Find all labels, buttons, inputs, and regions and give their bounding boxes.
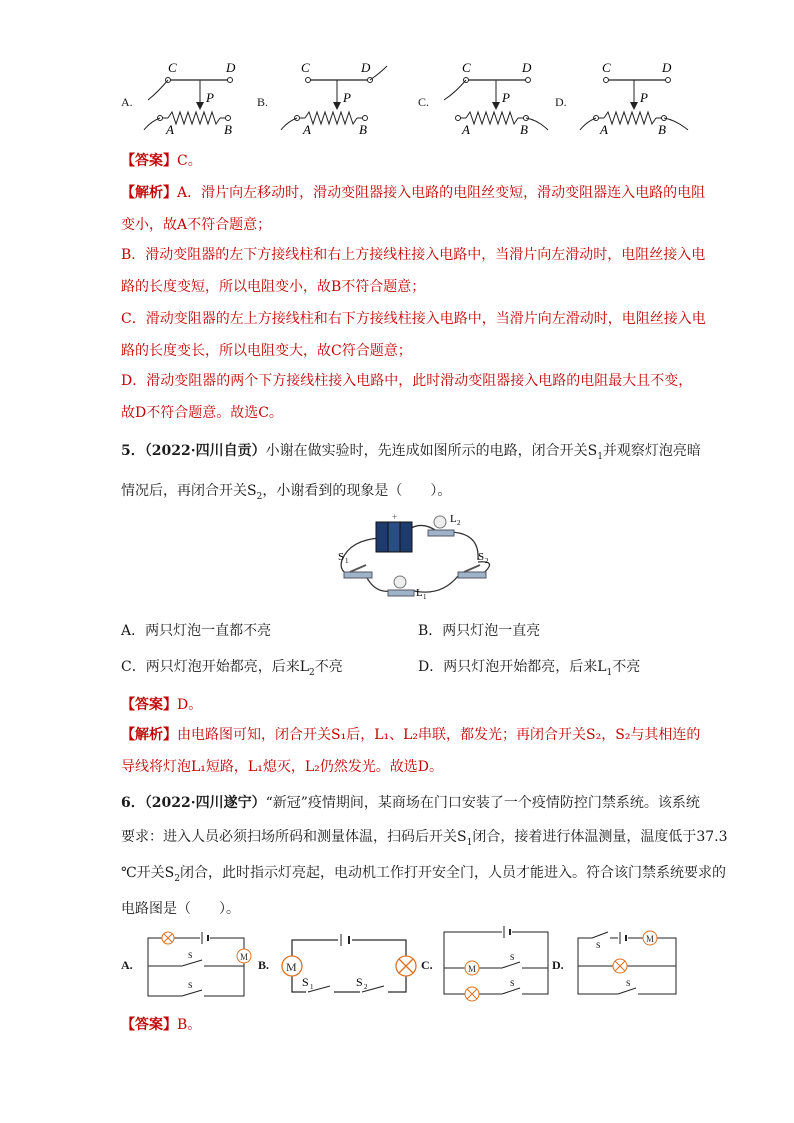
q6-option-a-circuit: [138, 928, 258, 1004]
q6-stem-line-1: [121, 792, 700, 812]
switch-label: S: [356, 975, 363, 989]
q4-b-label-p: P: [343, 90, 351, 105]
q4-option-a-rheostat-diagram: [140, 60, 250, 140]
q6-stem-line-3: ℃开关$S_2$闭合，此时指示灯亮起，电动机工作打开安全门，人员才能进入。符合该门禁系统要求的: [121, 865, 726, 884]
q4-d-label-p: P: [640, 90, 648, 105]
q4-option-a-label: A.: [121, 95, 133, 109]
option-text: C．两只灯泡开始都亮，后来L: [121, 659, 310, 675]
q4-a-label-p: P: [206, 90, 214, 105]
q5-option-a: A．两只灯泡一直都不亮: [121, 623, 272, 639]
stem-text: 闭合，此时指示灯亮起，电动机工作打开安全门，人员才能进入。符合该门禁系统要求的: [180, 865, 726, 881]
figure-label-s2: S: [478, 551, 485, 563]
q6-option-c-label: C.: [421, 958, 433, 972]
q4-analysis-line-6: 路的长度变长，所以电阻变大，故C符合题意；: [121, 343, 412, 359]
stem-text: 闭合，接着进行体温测量，温度低于37.3: [472, 829, 728, 845]
motor-label: M: [468, 964, 477, 974]
q4-c-label-b: B: [520, 122, 528, 137]
figure-label-l1: L: [416, 587, 423, 599]
option-text: 不亮: [314, 659, 343, 675]
q4-d-label-b: B: [658, 122, 666, 137]
switch-label: S: [510, 979, 515, 988]
q4-option-b-label: B.: [257, 95, 269, 109]
analysis-tag: 【解析】: [121, 185, 177, 201]
figure-label-sub: 1: [423, 593, 427, 601]
switch-sub: 2: [364, 983, 368, 991]
q5-option-b: B．两只灯泡一直亮: [418, 623, 541, 639]
q4-b-label-a: A: [303, 122, 311, 137]
analysis-tag: 【解析】: [121, 727, 177, 743]
q4-answer: [121, 150, 202, 170]
figure-label-sub: 1: [345, 557, 349, 565]
stem-text: “新冠”疫情期间，某商场在门口安装了一个疫情防控门禁系统。该系统: [265, 795, 700, 811]
q4-a-label-d: D: [226, 60, 236, 75]
q6-answer: [121, 1014, 201, 1034]
q4-c-label-c: C: [462, 60, 471, 75]
stem-text: ，小谢看到的现象是（ ）。: [262, 483, 452, 499]
figure-label-s1: S: [338, 551, 345, 563]
q4-a-label-a: A: [166, 122, 174, 137]
answer-text: C。: [177, 153, 202, 169]
q4-c-label-d: D: [522, 60, 532, 75]
q6-option-b-label: B.: [258, 958, 270, 972]
switch-label: S: [626, 979, 631, 988]
stem-text: 小谢在做实验时，先连成如图所示的电路，闭合开关S: [265, 443, 598, 459]
q5-stem-line-1: 5．（2022·四川自贡）小谢在做实验时，先连成如图所示的电路，闭合开关$S_1$并观察灯泡亮暗: [121, 443, 701, 462]
q6-stem-line-2: 要求：进入人员必须扫场所码和测量体温，扫码后开关$S_1$闭合，接着进行体温测量，温度低于37.3: [121, 829, 728, 848]
q4-option-d-rheostat-diagram: [572, 60, 697, 140]
q4-analysis-line-3: B．滑动变阻器的左下方接线柱和右上方接线柱接入电路中，当滑片向左滑动时，电阻丝接入电: [121, 247, 706, 263]
switch-label: S: [596, 941, 601, 950]
q4-c-label-a: A: [462, 122, 470, 137]
q4-d-label-a: A: [600, 122, 608, 137]
stem-text: 要求：进入人员必须扫场所码和测量体温，扫码后开关S: [121, 829, 467, 845]
q5-circuit-photo-diagram: [330, 510, 510, 606]
stem-text: ℃开关S: [121, 865, 175, 881]
q4-c-label-p: P: [502, 90, 510, 105]
q4-d-label-d: D: [662, 60, 672, 75]
answer-text: D。: [177, 697, 203, 713]
analysis-text: 由电路图可知，闭合开关S₁后，L₁、L₂串联，都发光；再闭合开关S₂，S₂与其相连的: [177, 727, 701, 743]
q5-option-c: C．两只灯泡开始都亮，后来$L_2$不亮: [121, 659, 343, 678]
q4-b-label-b: B: [359, 122, 367, 137]
figure-label-sub: 2: [457, 519, 461, 527]
figure-label-l2: L: [450, 513, 457, 525]
q6-option-d-label: D.: [552, 958, 564, 972]
q4-b-label-c: C: [301, 60, 310, 75]
q5-option-d: D．两只灯泡开始都亮，后来$L_1$不亮: [418, 659, 641, 678]
q5-analysis-line-2: 导线将灯泡L₁短路，L₁熄灭，L₂仍然发光。故选D。: [121, 759, 443, 775]
q4-analysis-line-2: 变小，故A不符合题意；: [121, 217, 272, 233]
answer-tag: 【答案】: [121, 153, 177, 169]
question-number: 6．: [121, 795, 145, 811]
q4-option-c-label: C.: [418, 95, 430, 109]
q5-answer: [121, 694, 202, 714]
q4-b-label-d: D: [361, 60, 371, 75]
motor-label: M: [240, 952, 249, 962]
motor-label: M: [646, 934, 655, 944]
switch-label: S: [302, 975, 309, 989]
q4-option-c-rheostat-diagram: [436, 60, 556, 140]
q6-stem-line-4: 电路图是（ ）。: [121, 901, 240, 917]
switch-sub: 1: [310, 983, 314, 991]
q4-analysis-line-1: [121, 182, 705, 202]
svg-text:+: +: [392, 512, 398, 522]
switch-label: S: [188, 951, 193, 960]
option-text: D．两只灯泡开始都亮，后来L: [418, 659, 607, 675]
q4-analysis-line-8: 故D不符合题意。故选C。: [121, 405, 283, 421]
q4-a-label-b: B: [224, 122, 232, 137]
option-text: 不亮: [612, 659, 641, 675]
q5-stem-line-2: 情况后，再闭合开关$S_2$，小谢看到的现象是（ ）。: [121, 483, 452, 502]
switch-label: S: [510, 953, 515, 962]
q6-option-a-label: A.: [121, 958, 133, 972]
question-number: 5．: [121, 443, 145, 459]
figure-label-sub: 2: [485, 557, 489, 565]
q4-a-label-c: C: [168, 60, 177, 75]
answer-tag: 【答案】: [121, 1017, 177, 1033]
q4-option-d-label: D.: [555, 95, 567, 109]
q6-option-b-circuit: [276, 924, 424, 1004]
q4-analysis-line-5: C．滑动变阻器的左上方接线柱和右下方接线柱接入电路中，当滑片向左滑动时，电阻丝接入电: [121, 311, 706, 327]
analysis-text: A．滑片向左移动时，滑动变阻器接入电路的电阻丝变短，滑动变阻器连入电路的电阻: [177, 185, 706, 201]
q4-option-b-rheostat-diagram: [275, 60, 395, 140]
q6-option-d-circuit: [568, 926, 686, 1002]
q5-analysis-line-1: [121, 724, 700, 744]
stem-text: 并观察灯泡亮暗: [602, 443, 701, 459]
switch-label: S: [188, 981, 193, 990]
q4-analysis-line-7: D．滑动变阻器的两个下方接线柱接入电路中，此时滑动变阻器接入电路的电阻最大且不变，: [121, 373, 693, 389]
q4-analysis-line-4: 路的长度变短，所以电阻变小，故B不符合题意；: [121, 279, 426, 295]
answer-text: B。: [177, 1017, 202, 1033]
q6-option-c-circuit: [436, 922, 556, 1006]
question-source: （2022·四川自贡）: [144, 443, 266, 459]
stem-text: 情况后，再闭合开关S: [121, 483, 257, 499]
question-source: （2022·四川遂宁）: [144, 795, 266, 811]
motor-label: M: [286, 960, 297, 974]
answer-tag: 【答案】: [121, 697, 177, 713]
q4-d-label-c: C: [602, 60, 611, 75]
